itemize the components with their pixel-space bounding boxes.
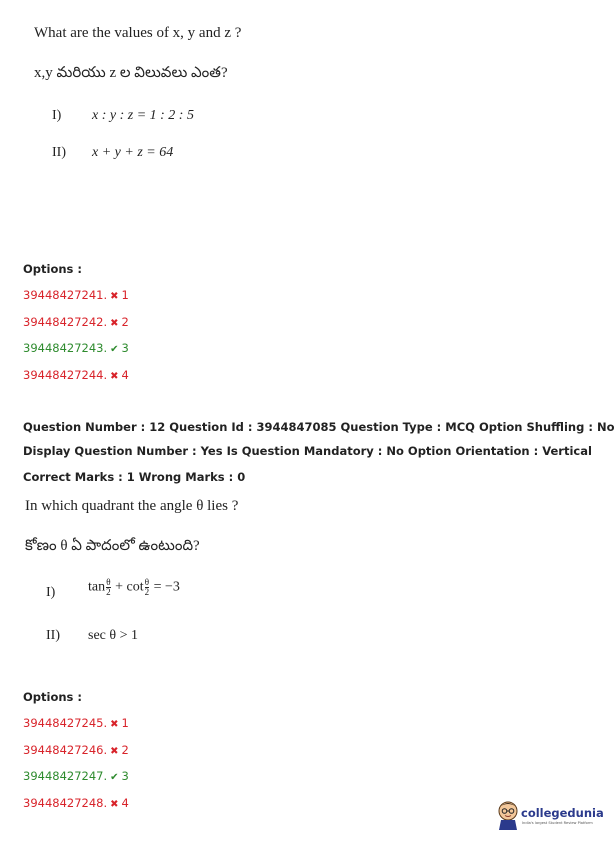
q12-options-heading: Options : bbox=[23, 690, 82, 704]
cross-icon: ✖ bbox=[110, 291, 119, 302]
option-id: 39448427243. bbox=[23, 341, 108, 355]
option-id: 39448427246. bbox=[23, 743, 108, 757]
q11-statement-2-num: II) bbox=[52, 145, 66, 160]
option-value: 2 bbox=[121, 315, 129, 329]
option-id: 39448427248. bbox=[23, 796, 108, 810]
q12-meta-line-3: Correct Marks : 1 Wrong Marks : 0 bbox=[23, 470, 246, 484]
cot-label: + cot bbox=[115, 579, 144, 595]
cross-icon: ✖ bbox=[110, 746, 119, 757]
tan-label: tan bbox=[88, 579, 106, 595]
option-id: 39448427241. bbox=[23, 288, 108, 302]
collegedunia-logo bbox=[496, 798, 604, 832]
q12-meta-line-2: Display Question Number : Yes Is Question Mandatory : No Option Orientation : Vertical bbox=[23, 444, 592, 458]
option-value: 2 bbox=[121, 743, 129, 757]
option-value: 4 bbox=[121, 368, 129, 382]
option-value: 3 bbox=[121, 341, 129, 355]
q12-option-3[interactable] bbox=[23, 769, 129, 783]
option-id: 39448427247. bbox=[23, 769, 108, 783]
q12-option-2[interactable] bbox=[23, 743, 129, 757]
q12-statement-1-expr bbox=[88, 578, 180, 597]
q11-options-heading: Options : bbox=[23, 262, 82, 276]
cross-icon: ✖ bbox=[110, 719, 119, 730]
option-value: 1 bbox=[121, 716, 129, 730]
cross-icon: ✖ bbox=[110, 318, 119, 329]
logo-tagline: India's largest Student Review Platform bbox=[522, 821, 593, 825]
cross-icon: ✖ bbox=[110, 371, 119, 382]
logo-wordmark: collegedunia bbox=[521, 806, 604, 820]
q12-question-en: In which quadrant the angle θ lies ? bbox=[25, 498, 239, 514]
option-value: 4 bbox=[121, 796, 129, 810]
mascot-icon bbox=[496, 800, 520, 830]
q11-question-te: x,y మరియు z ల విలువలు ఎంత? bbox=[34, 65, 228, 81]
theta-over-2-fraction bbox=[145, 578, 150, 597]
cross-icon: ✖ bbox=[110, 799, 119, 810]
option-value: 3 bbox=[121, 769, 129, 783]
q11-statement-2-expr: x + y + z = 64 bbox=[92, 145, 174, 160]
check-icon: ✔ bbox=[110, 344, 119, 355]
q12-question-te: కోణం θ ఏ పాదంలో ఉంటుంది? bbox=[25, 538, 200, 554]
q12-statement-1-num: I) bbox=[46, 585, 56, 600]
q12-meta-line-1: Question Number : 12 Question Id : 3944847085 Question Type : MCQ Option Shuffling : No bbox=[23, 420, 614, 434]
equals-value: = −3 bbox=[153, 579, 180, 595]
q12-statement-2-num: II) bbox=[46, 628, 60, 643]
q12-statement-2-expr: sec θ > 1 bbox=[88, 628, 138, 643]
option-value: 1 bbox=[121, 288, 129, 302]
q11-option-2[interactable] bbox=[23, 315, 129, 329]
theta-over-2-fraction bbox=[106, 578, 111, 597]
q12-option-4[interactable] bbox=[23, 796, 129, 810]
option-id: 39448427242. bbox=[23, 315, 108, 329]
frac-denominator: 2 bbox=[144, 587, 150, 597]
q11-option-1[interactable] bbox=[23, 288, 129, 302]
option-id: 39448427245. bbox=[23, 716, 108, 730]
q11-statement-1-expr: x : y : z = 1 : 2 : 5 bbox=[92, 108, 194, 123]
frac-denominator: 2 bbox=[106, 587, 111, 597]
q11-option-4[interactable] bbox=[23, 368, 129, 382]
check-icon: ✔ bbox=[110, 772, 119, 783]
q11-statement-1-num: I) bbox=[52, 108, 62, 123]
q11-option-3[interactable] bbox=[23, 341, 129, 355]
q12-option-1[interactable] bbox=[23, 716, 129, 730]
frac-numerator: θ bbox=[144, 577, 150, 587]
option-id: 39448427244. bbox=[23, 368, 108, 382]
q11-question-en: What are the values of x, y and z ? bbox=[34, 25, 242, 41]
frac-numerator: θ bbox=[106, 577, 111, 587]
